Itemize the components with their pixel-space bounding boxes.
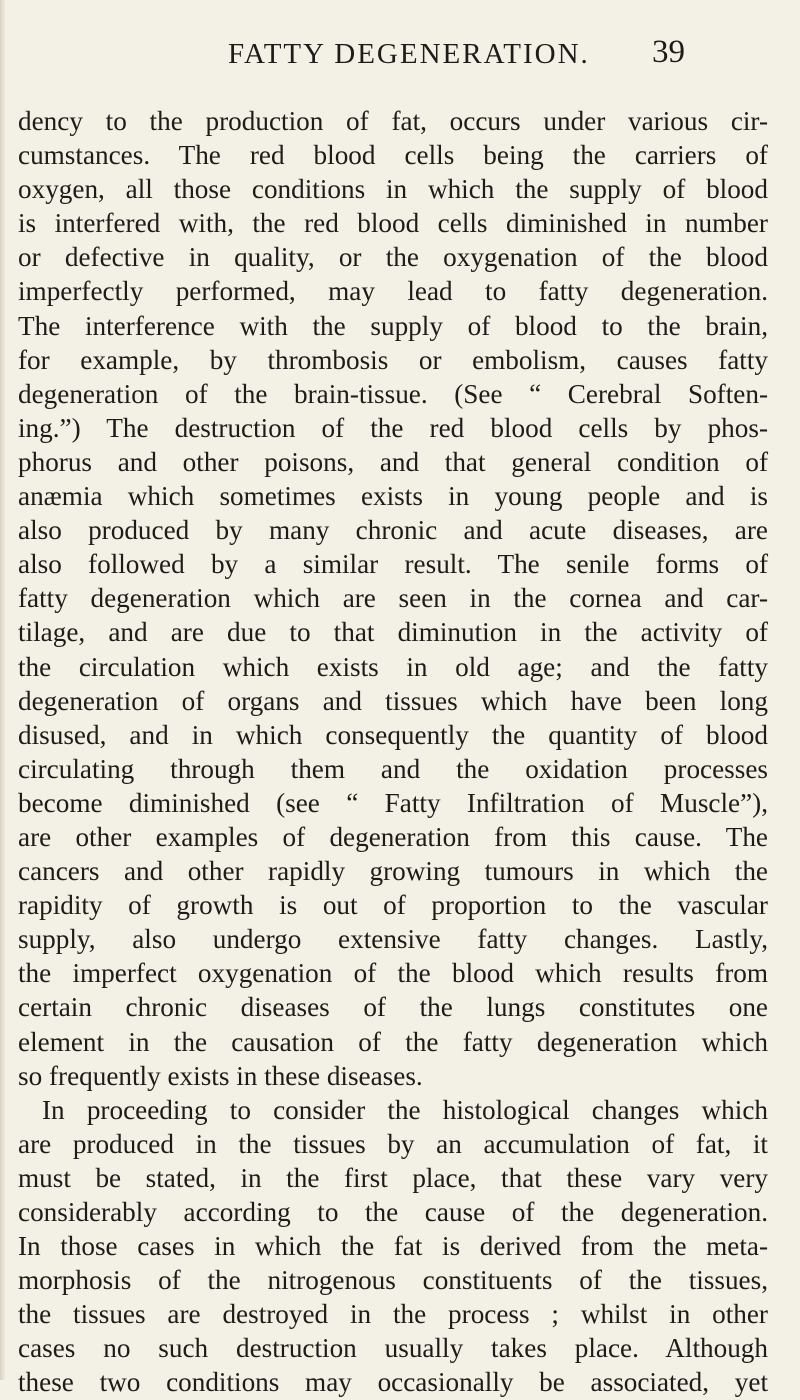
text-line: considerably according to the cause of the degeneration. — [18, 1197, 768, 1227]
text-line: are other examples of degeneration from this cause. The — [18, 821, 768, 852]
text-line: rapidity of growth is out of proportion to the vascular — [18, 890, 768, 921]
text-line: for example, by thrombosis or embolism, causes fatty — [18, 344, 768, 375]
running-head-title: FATTY DEGENERATION. — [228, 38, 590, 70]
text-line: must be stated, in the first place, that these vary very — [18, 1162, 768, 1193]
text-line: circulating through them and the oxidation processes — [18, 753, 768, 784]
body-text — [18, 104, 768, 1400]
text-line: the imperfect oxygenation of the blood which results from — [18, 958, 768, 989]
text-line: the tissues are destroyed in the process ; whilst in other — [18, 1299, 768, 1330]
text-line: disused, and in which consequently the quantity of blood — [18, 719, 768, 750]
text-line: In proceeding to consider the histological changes which — [42, 1094, 768, 1125]
text-line: is interfered with, the red blood cells diminished in number — [18, 208, 768, 239]
text-line: the circulation which exists in old age; and the fatty — [18, 651, 768, 682]
text-line: oxygen, all those conditions in which the supply of blood — [18, 174, 768, 205]
text-line: or defective in quality, or the oxygenation of the blood — [18, 242, 768, 273]
text-line: fatty degeneration which are seen in the cornea and car- — [18, 583, 768, 614]
page-gutter-shadow — [0, 0, 6, 1380]
text-line: also followed by a similar result. The senile forms of — [18, 549, 768, 580]
text-line: imperfectly performed, may lead to fatty degeneration. — [18, 276, 768, 307]
text-line: degeneration of the brain-tissue. (See “ Cerebral Soften- — [18, 378, 768, 409]
text-line: morphosis of the nitrogenous constituents of the tissues, — [18, 1265, 768, 1296]
text-line: cancers and other rapidly growing tumours in which the — [18, 856, 768, 887]
page-number: 39 — [652, 34, 685, 70]
text-line: anæmia which sometimes exists in young people and is — [18, 481, 768, 512]
text-line: supply, also undergo extensive fatty changes. Lastly, — [18, 924, 768, 955]
text-line: so frequently exists in these diseases. — [18, 1060, 423, 1091]
text-line: certain chronic diseases of the lungs constitutes one — [18, 992, 768, 1023]
text-line: The interference with the supply of blood to the brain, — [18, 310, 768, 341]
text-line: phorus and other poisons, and that general condition of — [18, 446, 768, 477]
text-line: become diminished (see “ Fatty Infiltration of Muscle”), — [18, 787, 768, 818]
text-line: dency to the production of fat, occurs under various cir- — [18, 106, 768, 136]
text-line: tilage, and are due to that diminution in the activity of — [18, 617, 768, 648]
text-line: degeneration of organs and tissues which have been long — [18, 685, 768, 716]
text-line: are produced in the tissues by an accumulation of fat, it — [18, 1128, 768, 1159]
text-line: cumstances. The red blood cells being the carriers of — [18, 140, 768, 171]
running-head — [0, 34, 800, 78]
text-line: element in the causation of the fatty degeneration which — [18, 1026, 768, 1057]
text-line: cases no such destruction usually takes place. Although — [18, 1333, 768, 1364]
text-line: ing.”) The destruction of the red blood cells by phos- — [18, 412, 768, 443]
text-line: these two conditions may occasionally be associated, yet — [18, 1367, 768, 1398]
text-line: In those cases in which the fat is derived from the meta- — [18, 1231, 768, 1262]
text-line: also produced by many chronic and acute diseases, are — [18, 515, 768, 546]
